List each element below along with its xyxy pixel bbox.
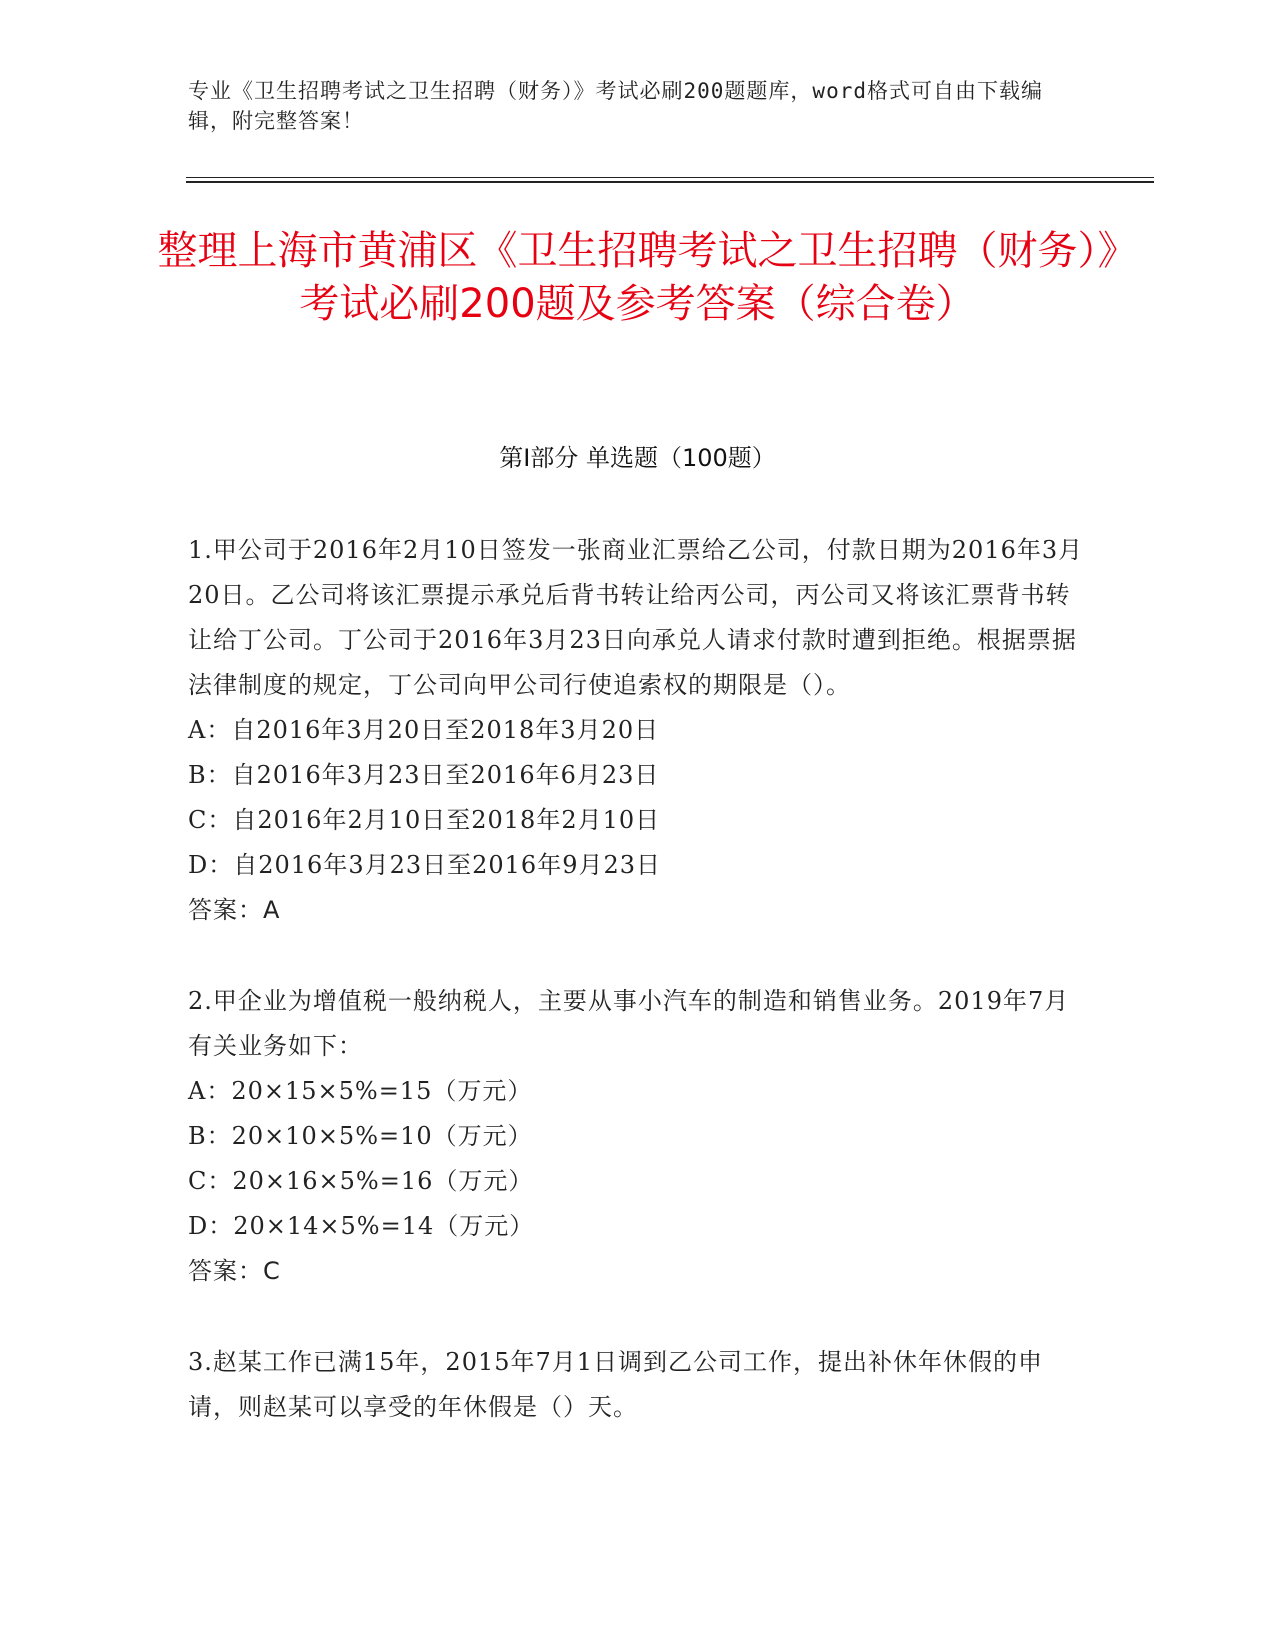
section-heading: 第I部分 单选题（100题） [499,444,776,472]
header-divider-thin [186,177,1154,178]
question-stem: 3.赵某工作已满15年，2015年7月1日调到乙公司工作，提出补休年休假的申请，则赵某可以享受的年休假是（）天。 [188,1348,1044,1421]
option-a: A：20×15×5%=15（万元） [188,1077,533,1105]
question-list [188,528,1088,1476]
document-title: 整理上海市黄浦区《卫生招聘考试之卫生招聘（财务）》考试必刷200题及参考答案（综合卷） [157,228,1118,327]
option-b: B：20×10×5%=10（万元） [188,1122,533,1150]
header-divider-thick [186,181,1154,183]
option-c: C：20×16×5%=16（万元） [188,1167,534,1195]
option-d: D：自2016年3月23日至2016年9月23日 [188,851,662,879]
option-c: C：自2016年2月10日至2018年2月10日 [188,806,661,834]
answer: 答案：C [188,1257,281,1285]
option-d: D：20×14×5%=14（万元） [188,1212,535,1240]
question-1 [188,528,1088,933]
question-stem: 2.甲企业为增值税一般纳税人，主要从事小汽车的制造和销售业务。2019年7月有关业务如下： [188,987,1070,1060]
option-a: A：自2016年3月20日至2018年3月20日 [188,716,660,744]
question-stem: 1.甲公司于2016年2月10日签发一张商业汇票给乙公司，付款日期为2016年3月20日。乙公司将该汇票提示承兑后背书转让给丙公司，丙公司又将该汇票背书转让给丁公司。丁公司于2016年3月23日向承兑人请求付款时遭到拒绝。根据票据法律制度的规定，丁公司向甲公司行使追索权的期限是（）。 [188,536,1084,699]
question-2 [188,979,1088,1294]
option-b: B：自2016年3月23日至2016年6月23日 [188,761,660,789]
question-3 [188,1340,1088,1430]
header-note: 专业《卫生招聘考试之卫生招聘（财务）》考试必刷200题题库，word格式可自由下载编辑，附完整答案！ [188,79,1043,133]
answer: 答案：A [188,896,281,924]
